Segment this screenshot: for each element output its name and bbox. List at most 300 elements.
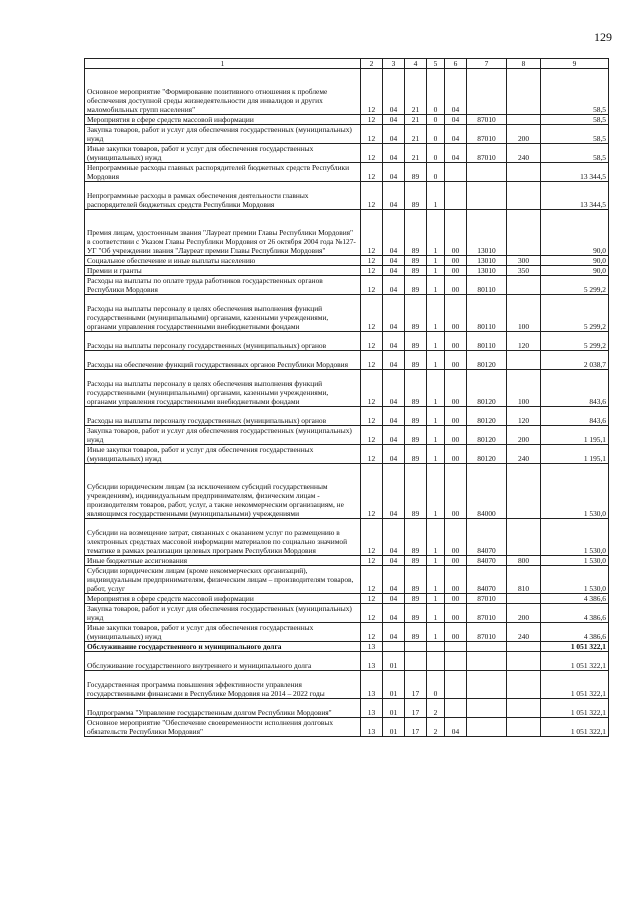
- row-name: Непрограммные расходы в рамках обеспечения деятельности главных распорядителей бюджетных средств Республики Мордовия: [85, 182, 361, 210]
- row-name: Основное мероприятие "Формирование позитивного отношения к проблеме обеспечения доступной среды жизнедеятельности для инвалидов и других маломобильных групп населения": [85, 69, 361, 115]
- row-name: Мероприятия в сфере средств массовой информации: [85, 115, 361, 125]
- row-program: [405, 642, 427, 652]
- row-program: 89: [405, 623, 427, 642]
- row-amount: 1 051 322,1: [541, 642, 609, 652]
- row-expense-type: [507, 671, 541, 699]
- row-main-event: 00: [445, 332, 467, 351]
- row-subsection: 04: [383, 144, 405, 163]
- row-subsection: 04: [383, 351, 405, 370]
- row-subprogram: 1: [427, 519, 445, 556]
- row-expense-type: 300: [507, 256, 541, 266]
- row-expense-direction: 13010: [467, 256, 507, 266]
- row-amount: 1 051 322,1: [541, 718, 609, 737]
- table-row: [85, 276, 609, 295]
- row-expense-type: 240: [507, 144, 541, 163]
- table-row: [85, 351, 609, 370]
- row-program: 89: [405, 351, 427, 370]
- row-subprogram: 0: [427, 69, 445, 115]
- row-section: 12: [361, 407, 383, 426]
- row-name: Расходы на выплаты персоналу в целях обеспечения выполнения функций государственными (муниципальными) органами, казенными учреждениями, органами управления государственными внебюджетными фондами: [85, 370, 361, 407]
- row-main-event: 00: [445, 594, 467, 604]
- row-subsection: 04: [383, 566, 405, 594]
- row-expense-type: [507, 464, 541, 519]
- row-name: Обслуживание государственного внутреннего и муниципального долга: [85, 652, 361, 671]
- row-program: 89: [405, 266, 427, 276]
- row-amount: 1 195,1: [541, 426, 609, 445]
- row-amount: 1 530,0: [541, 566, 609, 594]
- row-expense-direction: 13010: [467, 210, 507, 256]
- table-row: [85, 519, 609, 556]
- row-subprogram: 1: [427, 426, 445, 445]
- row-main-event: 00: [445, 464, 467, 519]
- row-subprogram: 1: [427, 295, 445, 332]
- table-row: [85, 256, 609, 266]
- row-subsection: 04: [383, 594, 405, 604]
- row-expense-type: 200: [507, 604, 541, 623]
- header-cell: 9: [541, 59, 609, 69]
- row-name: Расходы на обеспечение функций государственных органов Республики Мордовия: [85, 351, 361, 370]
- row-amount: 1 530,0: [541, 519, 609, 556]
- row-name: Расходы на выплаты персоналу государственных (муниципальных) органов: [85, 332, 361, 351]
- row-expense-direction: [467, 69, 507, 115]
- header-cell: 8: [507, 59, 541, 69]
- row-section: 12: [361, 464, 383, 519]
- row-expense-type: 100: [507, 370, 541, 407]
- row-section: 12: [361, 370, 383, 407]
- table-row: [85, 699, 609, 718]
- header-cell: 7: [467, 59, 507, 69]
- row-expense-type: [507, 182, 541, 210]
- row-main-event: [445, 699, 467, 718]
- table-row: [85, 566, 609, 594]
- row-program: 89: [405, 332, 427, 351]
- row-expense-direction: 84070: [467, 566, 507, 594]
- header-cell: 1: [85, 59, 361, 69]
- row-section: 12: [361, 594, 383, 604]
- row-subsection: 04: [383, 464, 405, 519]
- row-name: Подпрограмма "Управление государственным долгом Республики Мордовия": [85, 699, 361, 718]
- row-main-event: 00: [445, 407, 467, 426]
- row-expense-direction: 87010: [467, 623, 507, 642]
- row-section: 13: [361, 699, 383, 718]
- row-expense-direction: [467, 182, 507, 210]
- row-section: 12: [361, 163, 383, 182]
- row-main-event: 00: [445, 604, 467, 623]
- table-row: [85, 125, 609, 144]
- row-section: 12: [361, 69, 383, 115]
- row-expense-direction: [467, 718, 507, 737]
- table-row: [85, 445, 609, 464]
- row-section: 12: [361, 426, 383, 445]
- row-program: 89: [405, 445, 427, 464]
- row-program: 17: [405, 699, 427, 718]
- row-section: 13: [361, 642, 383, 652]
- row-amount: 1 530,0: [541, 464, 609, 519]
- row-amount: 1 051 322,1: [541, 699, 609, 718]
- table-row: [85, 69, 609, 115]
- row-name: Закупка товаров, работ и услуг для обеспечения государственных (муниципальных) нужд: [85, 125, 361, 144]
- page-number: 129: [594, 30, 612, 44]
- row-subprogram: 1: [427, 407, 445, 426]
- header-cell: 3: [383, 59, 405, 69]
- row-program: 89: [405, 594, 427, 604]
- row-name: Иные закупки товаров, работ и услуг для обеспечения государственных (муниципальных) нужд: [85, 623, 361, 642]
- table-row: [85, 407, 609, 426]
- row-amount: 843,6: [541, 407, 609, 426]
- row-amount: 58,5: [541, 144, 609, 163]
- row-program: 89: [405, 182, 427, 210]
- table-row: [85, 671, 609, 699]
- table-row: [85, 210, 609, 256]
- row-name: Субсидии юридическим лицам (за исключением субсидий государственным учреждениям), индивидуальным предпринимателям, физическим лицам - производителям товаров, работ, услуг, а также некоммерческим организациям, не являющимся государственными (муниципальными) учреждениями: [85, 464, 361, 519]
- row-main-event: 04: [445, 69, 467, 115]
- row-name: Непрограммные расходы главных распорядителей бюджетных средств Республики Мордовия: [85, 163, 361, 182]
- row-subsection: 04: [383, 210, 405, 256]
- row-expense-type: [507, 276, 541, 295]
- row-subsection: 04: [383, 182, 405, 210]
- row-expense-direction: 80120: [467, 351, 507, 370]
- table-row: [85, 295, 609, 332]
- row-section: 12: [361, 295, 383, 332]
- row-expense-direction: 80110: [467, 295, 507, 332]
- row-program: 89: [405, 276, 427, 295]
- row-program: 89: [405, 519, 427, 556]
- row-name: Субсидии юридическим лицам (кроме некоммерческих организаций), индивидуальным предпринимателям, физическим лицам – производителям товаров, работ, услуг: [85, 566, 361, 594]
- row-section: 12: [361, 445, 383, 464]
- table-row: [85, 604, 609, 623]
- row-main-event: [445, 163, 467, 182]
- row-expense-type: 810: [507, 566, 541, 594]
- row-subsection: 04: [383, 519, 405, 556]
- row-expense-type: [507, 594, 541, 604]
- row-subsection: 04: [383, 332, 405, 351]
- row-subsection: 04: [383, 445, 405, 464]
- row-main-event: 00: [445, 426, 467, 445]
- row-subprogram: [427, 652, 445, 671]
- row-subprogram: 1: [427, 276, 445, 295]
- row-expense-type: [507, 642, 541, 652]
- row-amount: 843,6: [541, 370, 609, 407]
- row-name: Основное мероприятие "Обеспечение своевременности исполнения долговых обязательств Республики Мордовия": [85, 718, 361, 737]
- row-main-event: 00: [445, 266, 467, 276]
- row-main-event: 00: [445, 276, 467, 295]
- row-expense-direction: 87010: [467, 594, 507, 604]
- row-amount: 13 344,5: [541, 182, 609, 210]
- row-name: Социальное обеспечение и иные выплаты населению: [85, 256, 361, 266]
- row-expense-direction: 80110: [467, 332, 507, 351]
- row-program: 89: [405, 464, 427, 519]
- row-expense-direction: 84000: [467, 464, 507, 519]
- row-subprogram: 1: [427, 566, 445, 594]
- row-program: 89: [405, 426, 427, 445]
- row-name: Субсидии на возмещение затрат, связанных с оказанием услуг по размещению в электронных средствах массовой информации материалов по социально значимой тематике в рамках реализации целевых программ Республики Мордовия: [85, 519, 361, 556]
- row-amount: 1 051 322,1: [541, 671, 609, 699]
- row-subsection: 04: [383, 69, 405, 115]
- row-program: 21: [405, 125, 427, 144]
- row-expense-direction: 84070: [467, 519, 507, 556]
- row-expense-type: 200: [507, 125, 541, 144]
- row-section: 12: [361, 604, 383, 623]
- row-subsection: 04: [383, 604, 405, 623]
- header-cell: 6: [445, 59, 467, 69]
- row-main-event: 00: [445, 210, 467, 256]
- row-program: 21: [405, 69, 427, 115]
- row-amount: 1 195,1: [541, 445, 609, 464]
- row-subsection: 04: [383, 276, 405, 295]
- row-subprogram: 1: [427, 370, 445, 407]
- row-subsection: 04: [383, 256, 405, 266]
- row-subprogram: 1: [427, 210, 445, 256]
- row-main-event: 04: [445, 115, 467, 125]
- row-subprogram: 1: [427, 182, 445, 210]
- row-expense-type: [507, 210, 541, 256]
- row-program: 89: [405, 370, 427, 407]
- row-subprogram: [427, 642, 445, 652]
- row-subsection: 01: [383, 699, 405, 718]
- row-program: 89: [405, 256, 427, 266]
- row-program: 89: [405, 604, 427, 623]
- row-expense-type: [507, 718, 541, 737]
- row-subsection: 01: [383, 652, 405, 671]
- row-program: 89: [405, 556, 427, 566]
- table-row: [85, 370, 609, 407]
- row-expense-direction: 84070: [467, 556, 507, 566]
- row-expense-direction: 80120: [467, 407, 507, 426]
- row-amount: 4 386,6: [541, 594, 609, 604]
- row-expense-direction: [467, 671, 507, 699]
- row-section: 12: [361, 276, 383, 295]
- row-amount: 5 299,2: [541, 332, 609, 351]
- row-program: 89: [405, 407, 427, 426]
- row-name: Обслуживание государственного и муниципального долга: [85, 642, 361, 652]
- row-main-event: 04: [445, 144, 467, 163]
- row-expense-type: [507, 69, 541, 115]
- row-program: 89: [405, 163, 427, 182]
- row-program: 21: [405, 115, 427, 125]
- row-expense-type: 240: [507, 445, 541, 464]
- row-subprogram: 1: [427, 623, 445, 642]
- row-expense-type: [507, 519, 541, 556]
- table-row: [85, 182, 609, 210]
- row-expense-direction: 87010: [467, 125, 507, 144]
- row-expense-type: 120: [507, 332, 541, 351]
- row-name: Иные закупки товаров, работ и услуг для обеспечения государственных (муниципальных) нужд: [85, 144, 361, 163]
- row-subprogram: 2: [427, 699, 445, 718]
- row-subprogram: 1: [427, 445, 445, 464]
- row-name: Расходы на выплаты персоналу в целях обеспечения выполнения функций государственными (муниципальными) органами, казенными учреждениями, органами управления государственными внебюджетными фондами: [85, 295, 361, 332]
- row-program: 89: [405, 210, 427, 256]
- row-name: Иные бюджетные ассигнования: [85, 556, 361, 566]
- row-subsection: 04: [383, 295, 405, 332]
- row-section: 12: [361, 566, 383, 594]
- row-section: 12: [361, 125, 383, 144]
- budget-table: [84, 58, 609, 737]
- table-row: [85, 642, 609, 652]
- row-name: Иные закупки товаров, работ и услуг для обеспечения государственных (муниципальных) нужд: [85, 445, 361, 464]
- row-name: Государственная программа повышения эффективности управления государственными финансами в Республике Мордовия на 2014 – 2022 годы: [85, 671, 361, 699]
- row-main-event: [445, 671, 467, 699]
- row-expense-direction: 80110: [467, 276, 507, 295]
- row-section: 12: [361, 623, 383, 642]
- row-subprogram: 1: [427, 556, 445, 566]
- row-amount: 90,0: [541, 266, 609, 276]
- row-expense-type: [507, 115, 541, 125]
- table-row: [85, 266, 609, 276]
- row-section: 12: [361, 332, 383, 351]
- row-name: Премии и гранты: [85, 266, 361, 276]
- row-expense-type: 120: [507, 407, 541, 426]
- row-program: 89: [405, 295, 427, 332]
- row-subprogram: 1: [427, 351, 445, 370]
- row-expense-type: [507, 652, 541, 671]
- table-row: [85, 426, 609, 445]
- row-expense-type: 240: [507, 623, 541, 642]
- row-section: 12: [361, 144, 383, 163]
- row-expense-direction: 87010: [467, 604, 507, 623]
- row-subprogram: 0: [427, 125, 445, 144]
- header-cell: 4: [405, 59, 427, 69]
- row-expense-direction: [467, 652, 507, 671]
- row-subprogram: 0: [427, 144, 445, 163]
- row-expense-direction: 80120: [467, 445, 507, 464]
- row-main-event: 00: [445, 295, 467, 332]
- row-name: Мероприятия в сфере средств массовой информации: [85, 594, 361, 604]
- table-row: [85, 556, 609, 566]
- row-expense-type: 200: [507, 426, 541, 445]
- row-expense-direction: 80120: [467, 426, 507, 445]
- row-main-event: 04: [445, 125, 467, 144]
- row-expense-direction: 80120: [467, 370, 507, 407]
- row-section: 13: [361, 718, 383, 737]
- row-subsection: 04: [383, 266, 405, 276]
- row-section: 12: [361, 556, 383, 566]
- row-subprogram: 1: [427, 604, 445, 623]
- row-main-event: 00: [445, 623, 467, 642]
- row-amount: 13 344,5: [541, 163, 609, 182]
- row-subprogram: 1: [427, 464, 445, 519]
- row-subprogram: 0: [427, 163, 445, 182]
- row-main-event: 00: [445, 256, 467, 266]
- row-section: 13: [361, 652, 383, 671]
- row-expense-type: 100: [507, 295, 541, 332]
- row-main-event: [445, 642, 467, 652]
- row-subsection: 04: [383, 370, 405, 407]
- row-amount: 5 299,2: [541, 295, 609, 332]
- row-program: 17: [405, 671, 427, 699]
- row-program: 21: [405, 144, 427, 163]
- row-subprogram: 2: [427, 718, 445, 737]
- header-cell: 2: [361, 59, 383, 69]
- row-subprogram: 1: [427, 594, 445, 604]
- row-subprogram: 0: [427, 115, 445, 125]
- row-program: 89: [405, 566, 427, 594]
- row-expense-type: [507, 163, 541, 182]
- table-row: [85, 652, 609, 671]
- table-row: [85, 464, 609, 519]
- row-section: 13: [361, 671, 383, 699]
- row-program: [405, 652, 427, 671]
- row-main-event: [445, 652, 467, 671]
- row-program: 17: [405, 718, 427, 737]
- row-amount: 90,0: [541, 256, 609, 266]
- row-expense-direction: 87010: [467, 115, 507, 125]
- row-section: 12: [361, 266, 383, 276]
- row-main-event: 00: [445, 445, 467, 464]
- row-main-event: 00: [445, 566, 467, 594]
- header-cell: 5: [427, 59, 445, 69]
- table-row: [85, 623, 609, 642]
- row-subsection: 04: [383, 163, 405, 182]
- row-name: Закупка товаров, работ и услуг для обеспечения государственных (муниципальных) нужд: [85, 426, 361, 445]
- row-main-event: 00: [445, 519, 467, 556]
- row-name: Расходы на выплаты персоналу государственных (муниципальных) органов: [85, 407, 361, 426]
- row-main-event: 00: [445, 370, 467, 407]
- row-subprogram: 1: [427, 332, 445, 351]
- table-header-row: [85, 59, 609, 69]
- row-expense-type: 800: [507, 556, 541, 566]
- row-expense-direction: 87010: [467, 144, 507, 163]
- row-section: 12: [361, 115, 383, 125]
- row-expense-type: [507, 351, 541, 370]
- row-subsection: 04: [383, 407, 405, 426]
- row-subsection: 04: [383, 623, 405, 642]
- row-subsection: 04: [383, 426, 405, 445]
- row-amount: 1 051 322,1: [541, 652, 609, 671]
- row-name: Расходы на выплаты по оплате труда работников государственных органов Республики Мордовия: [85, 276, 361, 295]
- row-main-event: 04: [445, 718, 467, 737]
- row-amount: 4 386,6: [541, 604, 609, 623]
- row-section: 12: [361, 182, 383, 210]
- row-expense-direction: [467, 163, 507, 182]
- row-expense-type: 350: [507, 266, 541, 276]
- row-subprogram: 1: [427, 266, 445, 276]
- table-row: [85, 332, 609, 351]
- row-section: 12: [361, 351, 383, 370]
- row-name: Премия лицам, удостоенным звания "Лауреат премии Главы Республики Мордовия" в соответствии с Указом Главы Республики Мордовия от 26 октября 2004 года №127-УГ "Об учреждении звания "Лауреат премии Главы Республики Мордовия": [85, 210, 361, 256]
- row-section: 12: [361, 519, 383, 556]
- row-name: Закупка товаров, работ и услуг для обеспечения государственных (муниципальных) нужд: [85, 604, 361, 623]
- row-subprogram: 0: [427, 671, 445, 699]
- table-row: [85, 163, 609, 182]
- row-subsection: [383, 642, 405, 652]
- row-amount: 90,0: [541, 210, 609, 256]
- row-subsection: 01: [383, 671, 405, 699]
- row-section: 12: [361, 256, 383, 266]
- row-subsection: 04: [383, 556, 405, 566]
- row-amount: 58,5: [541, 115, 609, 125]
- row-amount: 5 299,2: [541, 276, 609, 295]
- row-main-event: [445, 182, 467, 210]
- table-row: [85, 718, 609, 737]
- row-expense-direction: [467, 642, 507, 652]
- row-expense-direction: 13010: [467, 266, 507, 276]
- row-subprogram: 1: [427, 256, 445, 266]
- row-amount: 1 530,0: [541, 556, 609, 566]
- row-main-event: 00: [445, 556, 467, 566]
- row-expense-direction: [467, 699, 507, 718]
- row-subsection: 04: [383, 115, 405, 125]
- table-row: [85, 144, 609, 163]
- row-subsection: 04: [383, 125, 405, 144]
- row-amount: 4 386,6: [541, 623, 609, 642]
- row-amount: 58,5: [541, 69, 609, 115]
- row-main-event: 00: [445, 351, 467, 370]
- row-amount: 2 038,7: [541, 351, 609, 370]
- row-section: 12: [361, 210, 383, 256]
- table-row: [85, 594, 609, 604]
- row-expense-type: [507, 699, 541, 718]
- row-subsection: 01: [383, 718, 405, 737]
